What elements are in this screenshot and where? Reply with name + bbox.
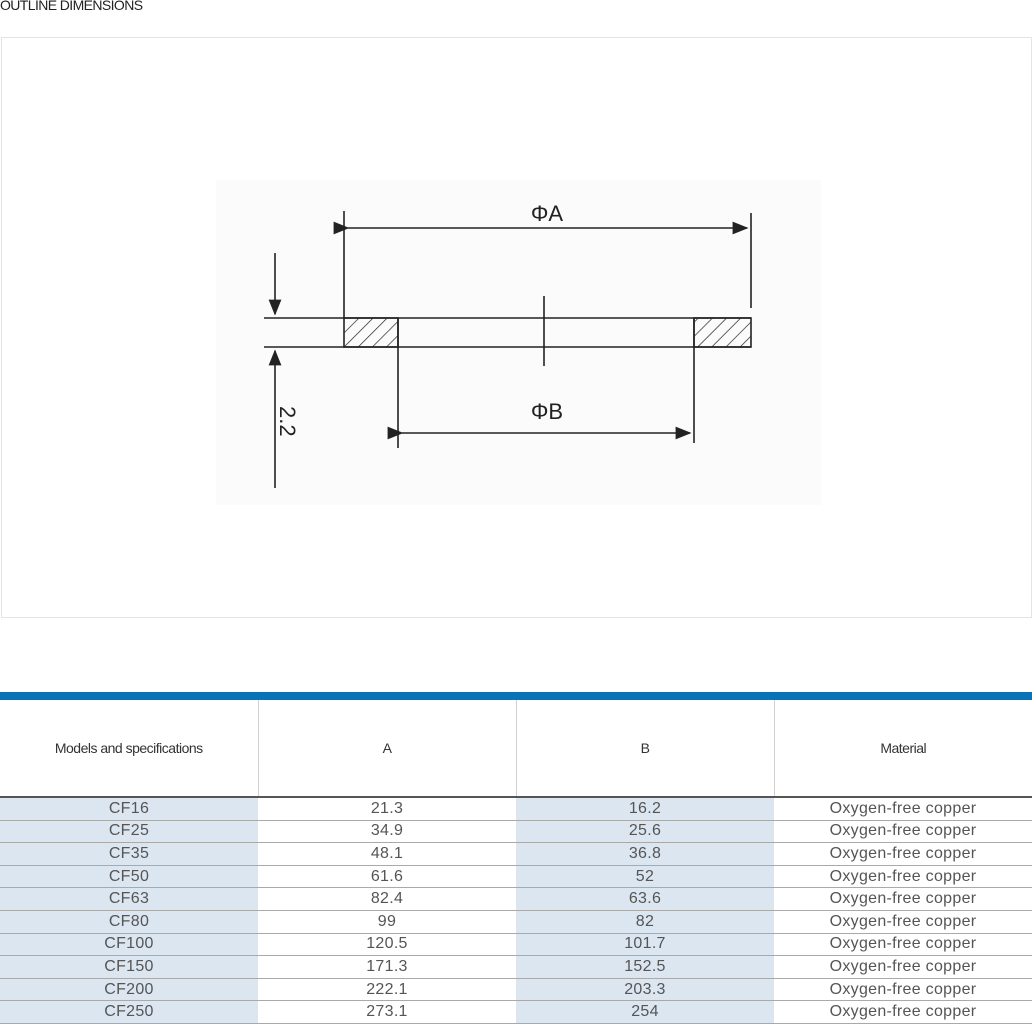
table-row	[0, 820, 1032, 843]
cell-material: Oxygen-free copper	[774, 865, 1032, 888]
section-title: OUTLINE DIMENSIONS	[0, 0, 143, 13]
cell-a: 273.1	[258, 1001, 516, 1024]
table-row	[0, 978, 1032, 1001]
header-a: A	[258, 696, 516, 797]
cell-material: Oxygen-free copper	[774, 956, 1032, 979]
cell-material: Oxygen-free copper	[774, 933, 1032, 956]
cell-b: 101.7	[516, 933, 774, 956]
cell-model: CF50	[0, 865, 258, 888]
cell-b: 254	[516, 1001, 774, 1024]
table-row	[0, 910, 1032, 933]
cell-a: 61.6	[258, 865, 516, 888]
outline-drawing	[1, 37, 1032, 618]
cell-a: 82.4	[258, 888, 516, 911]
table-row	[0, 933, 1032, 956]
table-row	[0, 1001, 1032, 1024]
table-row	[0, 956, 1032, 979]
specifications-table	[0, 692, 1032, 1024]
header-b: B	[516, 696, 774, 797]
label-diameter-b: ΦB	[530, 399, 564, 424]
cell-model: CF25	[0, 820, 258, 843]
cell-material: Oxygen-free copper	[774, 843, 1032, 866]
table-header-row	[0, 696, 1032, 797]
cell-material: Oxygen-free copper	[774, 797, 1032, 820]
table-body	[0, 797, 1032, 1023]
cell-b: 36.8	[516, 843, 774, 866]
label-diameter-a: ΦA	[530, 201, 564, 226]
cell-a: 48.1	[258, 843, 516, 866]
cell-b: 63.6	[516, 888, 774, 911]
cell-model: CF35	[0, 843, 258, 866]
header-material: Material	[774, 696, 1032, 797]
cell-b: 25.6	[516, 820, 774, 843]
cell-model: CF100	[0, 933, 258, 956]
gasket-cross-section-drawing	[2, 38, 1033, 619]
label-thickness: 2.2	[275, 406, 300, 437]
cell-a: 120.5	[258, 933, 516, 956]
cross-section-left	[344, 318, 398, 347]
cell-a: 99	[258, 910, 516, 933]
cell-b: 203.3	[516, 978, 774, 1001]
cell-model: CF250	[0, 1001, 258, 1024]
cell-material: Oxygen-free copper	[774, 910, 1032, 933]
cell-b: 52	[516, 865, 774, 888]
header-models: Models and specifications	[0, 696, 258, 797]
cell-model: CF63	[0, 888, 258, 911]
cell-a: 222.1	[258, 978, 516, 1001]
cell-model: CF80	[0, 910, 258, 933]
cell-a: 171.3	[258, 956, 516, 979]
cell-b: 16.2	[516, 797, 774, 820]
cell-b: 82	[516, 910, 774, 933]
cross-section-right	[694, 318, 751, 347]
table-row	[0, 888, 1032, 911]
cell-material: Oxygen-free copper	[774, 978, 1032, 1001]
cell-model: CF16	[0, 797, 258, 820]
table-row	[0, 865, 1032, 888]
cell-material: Oxygen-free copper	[774, 888, 1032, 911]
cell-b: 152.5	[516, 956, 774, 979]
table-row	[0, 797, 1032, 820]
cell-a: 34.9	[258, 820, 516, 843]
cell-material: Oxygen-free copper	[774, 1001, 1032, 1024]
cell-material: Oxygen-free copper	[774, 820, 1032, 843]
cell-model: CF150	[0, 956, 258, 979]
cell-a: 21.3	[258, 797, 516, 820]
cell-model: CF200	[0, 978, 258, 1001]
table-row	[0, 843, 1032, 866]
